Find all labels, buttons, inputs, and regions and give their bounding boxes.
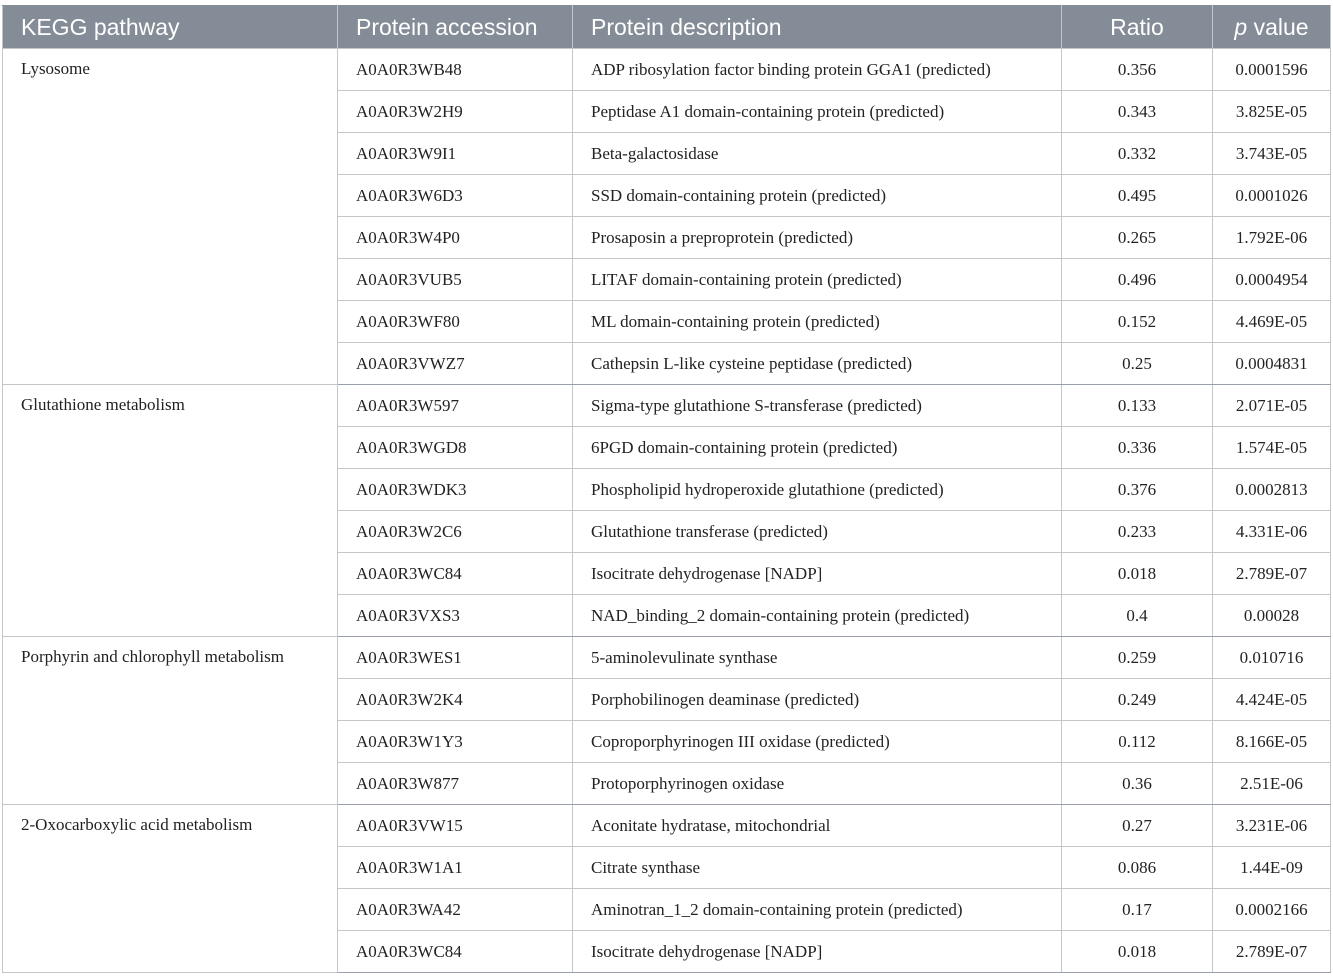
protein-description-cell: Peptidase A1 domain-containing protein (predicted) [573,91,1062,133]
ratio-cell: 0.25 [1062,343,1213,385]
protein-accession-cell: A0A0R3WES1 [338,637,573,679]
protein-accession-cell: A0A0R3W4P0 [338,217,573,259]
p-value-cell: 4.331E-06 [1213,511,1331,553]
p-value-cell: 2.071E-05 [1213,385,1331,427]
protein-accession-cell: A0A0R3W6D3 [338,175,573,217]
p-value-cell: 0.010716 [1213,637,1331,679]
ratio-cell: 0.265 [1062,217,1213,259]
protein-accession-cell: A0A0R3W597 [338,385,573,427]
protein-accession-cell: A0A0R3WC84 [338,553,573,595]
protein-accession-cell: A0A0R3WB48 [338,49,573,91]
protein-description-cell: Prosaposin a preproprotein (predicted) [573,217,1062,259]
ratio-cell: 0.259 [1062,637,1213,679]
p-value-cell: 2.789E-07 [1213,931,1331,973]
p-value-cell: 3.825E-05 [1213,91,1331,133]
p-value-cell: 0.0004954 [1213,259,1331,301]
ratio-cell: 0.112 [1062,721,1213,763]
protein-description-cell: 6PGD domain-containing protein (predicted) [573,427,1062,469]
table-row [3,805,1331,847]
protein-description-cell: Cathepsin L-like cysteine peptidase (predicted) [573,343,1062,385]
protein-accession-cell: A0A0R3W2C6 [338,511,573,553]
table-body [3,49,1331,973]
protein-accession-cell: A0A0R3WGD8 [338,427,573,469]
table-header [3,6,1331,49]
protein-accession-cell: A0A0R3WF80 [338,301,573,343]
protein-accession-cell: A0A0R3VWZ7 [338,343,573,385]
header-p-value-text: value [1247,13,1309,40]
table-row [3,49,1331,91]
p-value-cell: 3.743E-05 [1213,133,1331,175]
protein-accession-cell: A0A0R3W2H9 [338,91,573,133]
protein-accession-cell: A0A0R3W2K4 [338,679,573,721]
kegg-pathway-cell: Glutathione metabolism [3,385,338,637]
ratio-cell: 0.376 [1062,469,1213,511]
protein-description-cell: NAD_binding_2 domain-containing protein (predicted) [573,595,1062,637]
ratio-cell: 0.343 [1062,91,1213,133]
protein-description-cell: Phospholipid hydroperoxide glutathione (predicted) [573,469,1062,511]
header-p-value [1213,6,1331,49]
protein-description-cell: SSD domain-containing protein (predicted) [573,175,1062,217]
ratio-cell: 0.152 [1062,301,1213,343]
kegg-pathway-cell: Lysosome [3,49,338,385]
ratio-cell: 0.496 [1062,259,1213,301]
p-value-cell: 4.424E-05 [1213,679,1331,721]
protein-description-cell: Protoporphyrinogen oxidase [573,763,1062,805]
ratio-cell: 0.336 [1062,427,1213,469]
p-value-cell: 1.792E-06 [1213,217,1331,259]
header-protein-description: Protein description [573,6,1062,49]
p-value-cell: 0.00028 [1213,595,1331,637]
p-value-cell: 0.0001026 [1213,175,1331,217]
ratio-cell: 0.36 [1062,763,1213,805]
ratio-cell: 0.018 [1062,931,1213,973]
p-value-cell: 4.469E-05 [1213,301,1331,343]
protein-description-cell: Citrate synthase [573,847,1062,889]
protein-accession-cell: A0A0R3W877 [338,763,573,805]
protein-description-cell: Beta-galactosidase [573,133,1062,175]
protein-description-cell: Sigma-type glutathione S-transferase (predicted) [573,385,1062,427]
protein-description-cell: Isocitrate dehydrogenase [NADP] [573,931,1062,973]
p-value-cell: 0.0002166 [1213,889,1331,931]
protein-description-cell: 5-aminolevulinate synthase [573,637,1062,679]
ratio-cell: 0.133 [1062,385,1213,427]
protein-description-cell: Aconitate hydratase, mitochondrial [573,805,1062,847]
protein-accession-cell: A0A0R3VW15 [338,805,573,847]
protein-accession-cell: A0A0R3VUB5 [338,259,573,301]
protein-accession-cell: A0A0R3WA42 [338,889,573,931]
p-value-cell: 0.0004831 [1213,343,1331,385]
ratio-cell: 0.27 [1062,805,1213,847]
kegg-pathway-table [2,5,1331,973]
kegg-pathway-cell: Porphyrin and chlorophyll metabolism [3,637,338,805]
header-row [3,6,1331,49]
protein-description-cell: Glutathione transferase (predicted) [573,511,1062,553]
protein-description-cell: ADP ribosylation factor binding protein GGA1 (predicted) [573,49,1062,91]
protein-accession-cell: A0A0R3W1Y3 [338,721,573,763]
p-value-cell: 2.51E-06 [1213,763,1331,805]
protein-description-cell: Aminotran_1_2 domain-containing protein (predicted) [573,889,1062,931]
protein-accession-cell: A0A0R3WDK3 [338,469,573,511]
ratio-cell: 0.17 [1062,889,1213,931]
p-value-cell: 2.789E-07 [1213,553,1331,595]
header-ratio: Ratio [1062,6,1213,49]
protein-description-cell: ML domain-containing protein (predicted) [573,301,1062,343]
protein-description-cell: Porphobilinogen deaminase (predicted) [573,679,1062,721]
protein-description-cell: LITAF domain-containing protein (predicted) [573,259,1062,301]
p-value-cell: 0.0002813 [1213,469,1331,511]
table-row [3,385,1331,427]
ratio-cell: 0.233 [1062,511,1213,553]
ratio-cell: 0.018 [1062,553,1213,595]
protein-accession-cell: A0A0R3W9I1 [338,133,573,175]
ratio-cell: 0.495 [1062,175,1213,217]
protein-accession-cell: A0A0R3WC84 [338,931,573,973]
kegg-pathway-cell: 2-Oxocarboxylic acid metabolism [3,805,338,973]
p-value-cell: 1.574E-05 [1213,427,1331,469]
ratio-cell: 0.4 [1062,595,1213,637]
p-value-cell: 1.44E-09 [1213,847,1331,889]
header-p-italic: p [1234,13,1248,40]
ratio-cell: 0.249 [1062,679,1213,721]
ratio-cell: 0.356 [1062,49,1213,91]
protein-description-cell: Isocitrate dehydrogenase [NADP] [573,553,1062,595]
protein-accession-cell: A0A0R3W1A1 [338,847,573,889]
table-row [3,637,1331,679]
ratio-cell: 0.086 [1062,847,1213,889]
p-value-cell: 3.231E-06 [1213,805,1331,847]
protein-accession-cell: A0A0R3VXS3 [338,595,573,637]
header-kegg-pathway: KEGG pathway [3,6,338,49]
p-value-cell: 8.166E-05 [1213,721,1331,763]
ratio-cell: 0.332 [1062,133,1213,175]
p-value-cell: 0.0001596 [1213,49,1331,91]
header-protein-accession: Protein accession [338,6,573,49]
protein-description-cell: Coproporphyrinogen III oxidase (predicted) [573,721,1062,763]
